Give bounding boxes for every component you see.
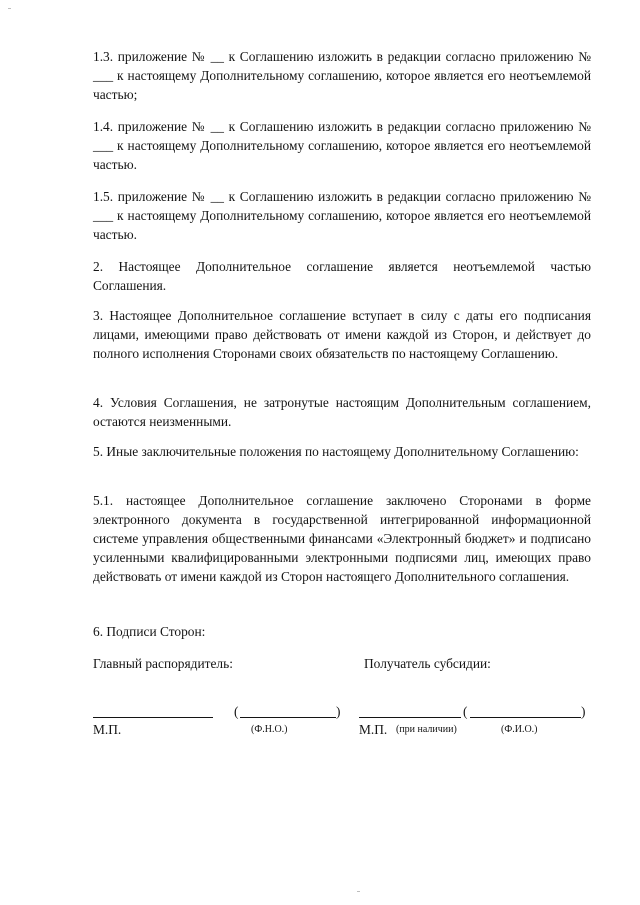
right-fio-caption: (Ф.И.О.)	[501, 724, 538, 735]
left-stamp-place: М.П.	[93, 722, 122, 737]
paragraph-1-3: 1.3. приложение № __ к Соглашению изложить в редакции согласно приложению № ___ к настоящему Дополнительному соглашению, которое является его неотъемлемой частью;	[93, 49, 591, 102]
paragraph-5: 5. Иные заключительные положения по настоящему Дополнительному Соглашению:	[93, 444, 579, 459]
left-fio-caption: (Ф.Н.О.)	[251, 724, 288, 735]
paragraph-4: 4. Условия Соглашения, не затронутые настоящим Дополнительным соглашением, остаются неизменными.	[93, 395, 591, 429]
right-stamp-place: М.П.	[359, 722, 388, 737]
paragraph-1-4: 1.4. приложение № __ к Соглашению изложить в редакции согласно приложению № ___ к настоящему Дополнительному соглашению, которое является его неотъемлемой частью.	[93, 119, 591, 172]
scan-mark-bottom	[357, 891, 360, 892]
right-stamp-note: (при наличии)	[396, 724, 457, 735]
signatures-heading: 6. Подписи Сторон:	[93, 624, 206, 639]
right-open-paren: (	[463, 704, 468, 719]
right-party-label: Получатель субсидии:	[364, 656, 491, 671]
paragraph-2: 2. Настоящее Дополнительное соглашение является неотъемлемой частью Соглашения.	[93, 259, 591, 293]
right-signature-line	[359, 717, 461, 718]
left-open-paren: (	[234, 704, 239, 719]
right-close-paren: )	[581, 704, 586, 719]
left-party-label: Главный распорядитель:	[93, 656, 233, 671]
left-close-paren: )	[336, 704, 341, 719]
paragraph-3: 3. Настоящее Дополнительное соглашение вступает в силу с даты его подписания лицами, имеющими право действовать от имени каждой из Сторон, и действует до полного исполнения Сторонами своих обязательств по настоящему Соглашению.	[93, 308, 591, 361]
paragraph-1-5: 1.5. приложение № __ к Соглашению изложить в редакции согласно приложению № ___ к настоящему Дополнительному соглашению, которое является его неотъемлемой частью.	[93, 189, 591, 242]
left-name-line	[240, 717, 336, 718]
right-name-line	[470, 717, 581, 718]
paragraph-5-1: 5.1. настоящее Дополнительное соглашение заключено Сторонами в форме электронного документа в государственной интегрированной информационной системе управления общественными финансами «Электронный бюджет» и подписано усиленными квалифицированными электронными подписями лиц, имеющих право действовать от имени каждой из Сторон настоящего Дополнительного соглашения.	[93, 493, 591, 584]
scan-mark-top	[8, 8, 11, 9]
left-signature-line	[93, 717, 213, 718]
